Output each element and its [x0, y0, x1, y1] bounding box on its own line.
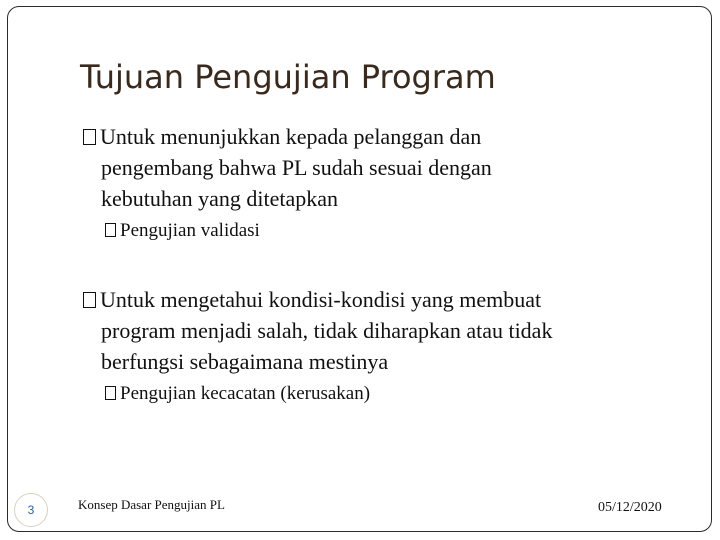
box-bullet-icon [83, 292, 96, 308]
bullet-2-line-3: berfungsi sebagaimana mestinya [101, 349, 389, 374]
box-bullet-icon [83, 129, 96, 145]
sub-bullet-2-text: Pengujian kecacatan (kerusakan) [120, 383, 371, 404]
footer-title: Konsep Dasar Pengujian PL [78, 497, 225, 512]
slide-number: 3 [14, 493, 48, 527]
bullet-2-line-1 [83, 284, 693, 315]
bullet-2-line-2: program menjadi salah, tidak diharapkan atau tidak [101, 318, 553, 343]
bullet-1-line-1 [83, 121, 643, 152]
sub-bullet-1 [105, 219, 260, 243]
bullet-1-line-3: kebutuhan yang ditetapkan [101, 186, 339, 211]
sub-bullet-2 [105, 382, 370, 406]
footer-date: 05/12/2020 [598, 500, 662, 515]
bullet-2 [83, 284, 693, 377]
box-bullet-icon [105, 223, 116, 237]
sub-bullet-2-line [105, 382, 370, 406]
bullet-1-line-2: pengembang bahwa PL sudah sesuai dengan [101, 155, 492, 180]
bullet-1 [83, 121, 643, 214]
box-bullet-icon [105, 386, 116, 400]
bullet-1-text-1: Untuk menunjukkan kepada pelanggan dan [100, 124, 482, 149]
sub-bullet-1-line [105, 219, 260, 243]
slide-title: Tujuan Pengujian Program [80, 58, 496, 96]
bullet-2-text-1: Untuk mengetahui kondisi-kondisi yang membuat [100, 287, 542, 312]
sub-bullet-1-text: Pengujian validasi [120, 220, 260, 241]
